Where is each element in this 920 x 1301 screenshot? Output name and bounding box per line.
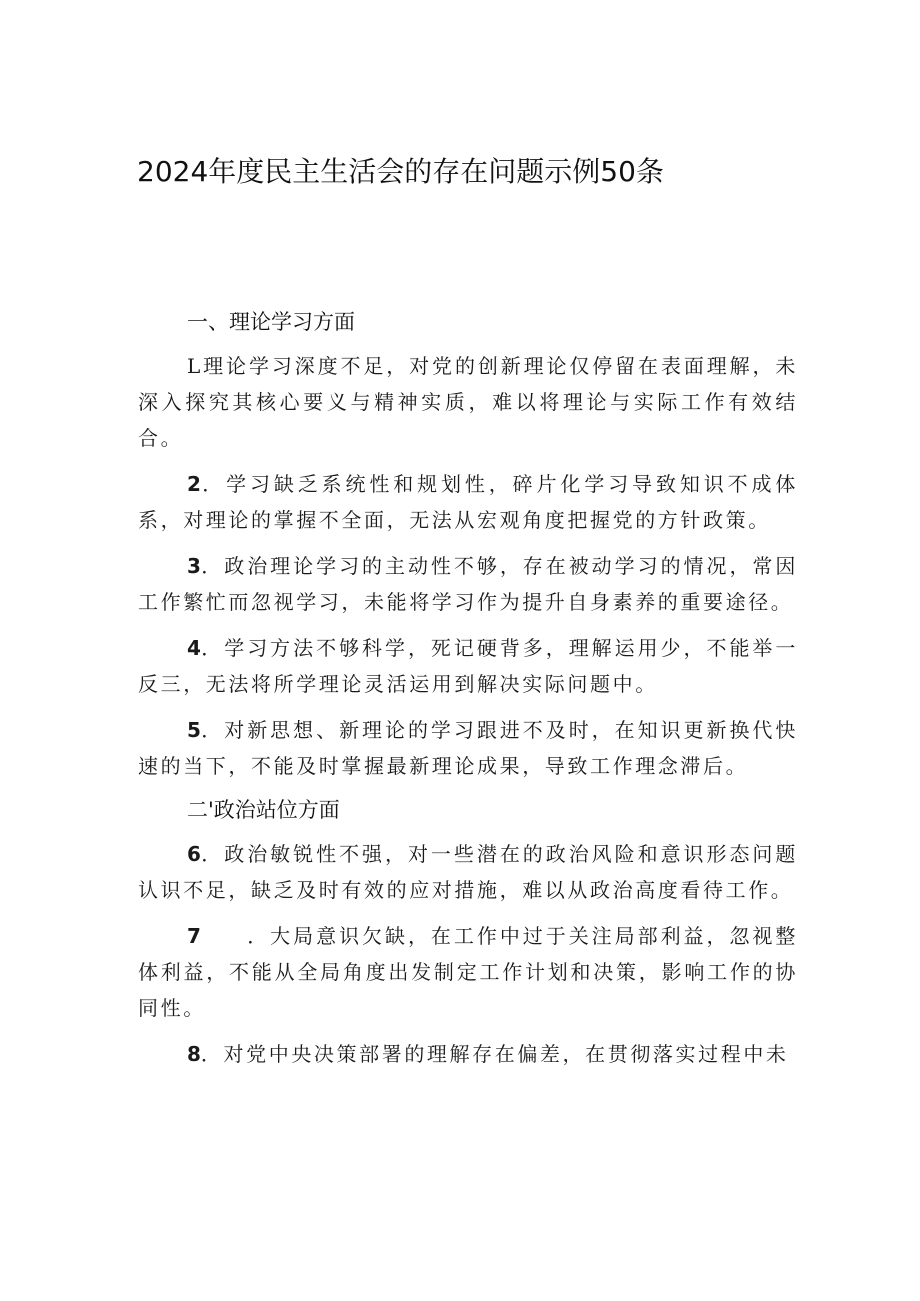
list-item — [138, 548, 798, 620]
item-number: 5 — [187, 718, 201, 742]
section-heading-political-stance: 二'政治站位方面 — [187, 798, 340, 822]
item-number: 7 — [187, 924, 201, 948]
list-item — [138, 836, 798, 908]
item-text: L理论学习深度不足，对党的创新理论仅停留在表面理解，未深入探究其核心要义与精神实质，难以将理论与实际工作有效结合。 — [138, 354, 798, 450]
document-title: 2024年度民主生活会的存在问题示例50条 — [137, 155, 664, 188]
item-number: 2 — [187, 472, 201, 496]
list-item — [138, 466, 798, 538]
item-text: ．对新思想、新理论的学习跟进不及时，在知识更新换代快速的当下，不能及时掌握最新理论成果，导致工作理念滞后。 — [138, 718, 798, 778]
item-number: 4 — [187, 636, 201, 660]
item-number: 6 — [187, 842, 201, 866]
item-text: ．学习缺乏系统性和规划性，碎片化学习导致知识不成体系，对理论的掌握不全面，无法从宏观角度把握党的方针政策。 — [138, 472, 798, 532]
document-body — [138, 304, 798, 1072]
list-item — [138, 348, 798, 456]
list-item — [138, 630, 798, 702]
item-text: ．对党中央决策部署的理解存在偏差，在贯彻落实过程中未 — [200, 1042, 789, 1066]
item-text: ．政治敏锐性不强，对一些潜在的政治风险和意识形态问题认识不足，缺乏及时有效的应对措施，难以从政治高度看待工作。 — [138, 842, 798, 902]
item-number: 3 — [187, 554, 201, 578]
section-heading-theory-study: 一、理论学习方面 — [187, 310, 355, 334]
item-text: ．政治理论学习的主动性不够，存在被动学习的情况，常因工作繁忙而忽视学习，未能将学习作为提升自身素养的重要途径。 — [138, 554, 798, 614]
item-text: ．学习方法不够科学，死记硬背多，理解运用少，不能举一反三，无法将所学理论灵活运用到解决实际问题中。 — [138, 636, 798, 696]
list-item — [138, 712, 798, 784]
list-item — [138, 1036, 798, 1072]
item-text: ．大局意识欠缺，在工作中过于关注局部利益，忽视整体利益，不能从全局角度出发制定工作计划和决策，影响工作的协同性。 — [138, 924, 798, 1020]
item-number: 8 — [187, 1042, 201, 1066]
list-item — [138, 918, 798, 1026]
